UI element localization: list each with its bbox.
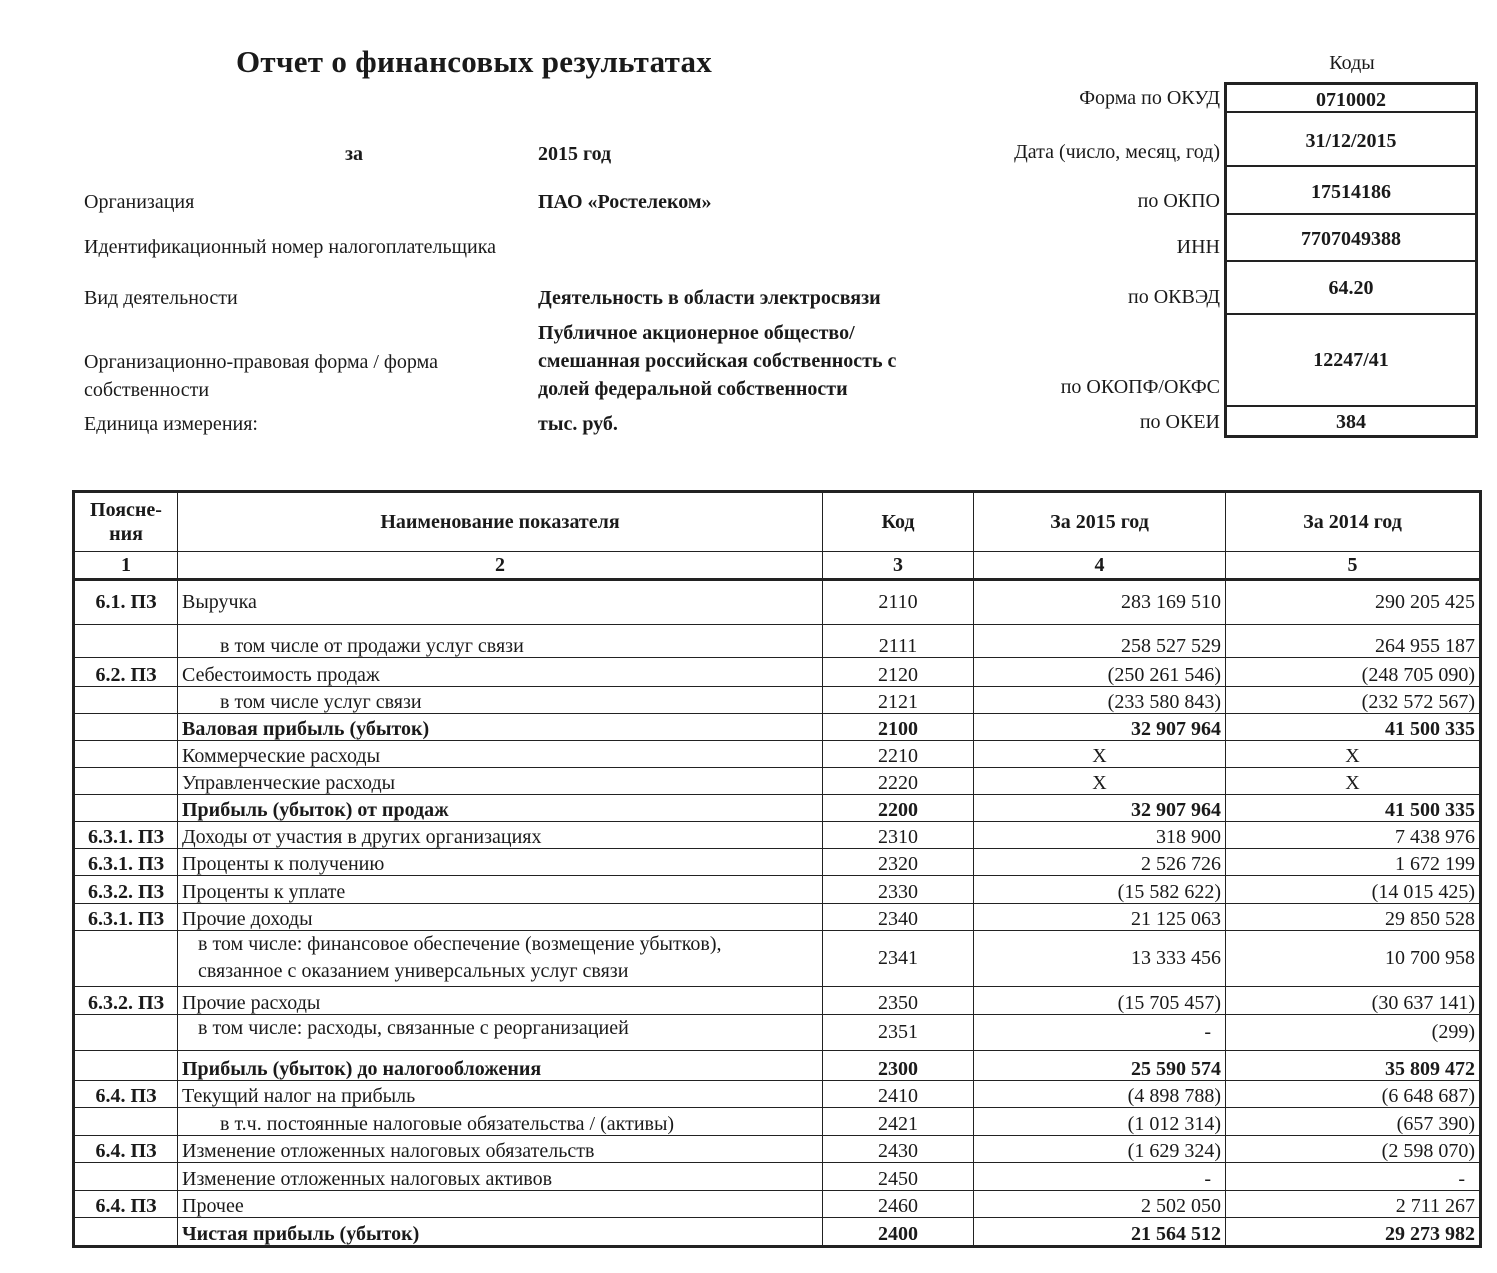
- row-note: [74, 1051, 178, 1081]
- row-note: 6.3.1. ПЗ: [74, 903, 178, 930]
- row-code: 2421: [823, 1108, 974, 1136]
- okei-code: 384: [1336, 411, 1366, 433]
- col-number: 1: [74, 552, 178, 580]
- row-note: [74, 795, 178, 822]
- row-note: [74, 686, 178, 713]
- row-note: [74, 930, 178, 986]
- row-note: 6.3.2. ПЗ: [74, 876, 178, 903]
- row-name: в том числе услуг связи: [178, 686, 823, 713]
- col-number: 2: [178, 552, 823, 580]
- codes-box: [1224, 82, 1478, 438]
- table-row: [74, 1108, 1481, 1136]
- row-name: в том числе от продажи услуг связи: [178, 624, 823, 657]
- row-value-2014: (248 705 090): [1226, 657, 1481, 686]
- row-value-2015: (15 705 457): [974, 986, 1226, 1014]
- row-value-2015: 13 333 456: [974, 930, 1226, 986]
- row-name: в т.ч. постоянные налоговые обязательства / (активы): [178, 1108, 823, 1136]
- row-value-2015: 2 502 050: [974, 1190, 1226, 1217]
- row-value-2014: 290 205 425: [1226, 580, 1481, 624]
- table-row: [74, 768, 1481, 795]
- row-value-2015: (250 261 546): [974, 657, 1226, 686]
- table-row: [74, 876, 1481, 903]
- row-note: [74, 624, 178, 657]
- legal-form-label-line1: Организационно-правовая форма / форма: [84, 351, 438, 373]
- unit-value: тыс. руб.: [538, 413, 618, 435]
- unit-label: Единица измерения:: [84, 413, 258, 435]
- row-value-2014: 41 500 335: [1226, 713, 1481, 740]
- row-code: 2100: [823, 713, 974, 740]
- row-name-line2: связанное с оказанием универсальных услуг связи: [198, 960, 629, 983]
- okved-code: 64.20: [1328, 277, 1374, 299]
- row-value-2014: (2 598 070): [1226, 1136, 1481, 1163]
- row-name: Проценты к уплате: [178, 876, 823, 903]
- row-code: 2121: [823, 686, 974, 713]
- row-note: 6.4. ПЗ: [74, 1190, 178, 1217]
- table-row: [74, 657, 1481, 686]
- row-note: [74, 740, 178, 767]
- table-row: [74, 822, 1481, 849]
- okopf-code: 12247/41: [1313, 349, 1389, 371]
- col-header-2014: За 2014 год: [1226, 492, 1481, 552]
- row-code: 2341: [823, 930, 974, 986]
- table-row: [74, 1051, 1481, 1081]
- row-code: 2110: [823, 580, 974, 624]
- row-note: 6.3.1. ПЗ: [74, 849, 178, 876]
- table-row: [74, 903, 1481, 930]
- row-name-line1: в том числе: финансовое обеспечение (возмещение убытков),: [198, 933, 722, 956]
- row-name: Текущий налог на прибыль: [178, 1081, 823, 1108]
- row-name: Прибыль (убыток) от продаж: [178, 795, 823, 822]
- row-code: 2120: [823, 657, 974, 686]
- row-name: Себестоимость продаж: [178, 657, 823, 686]
- row-name: [178, 930, 823, 986]
- row-code: 2330: [823, 876, 974, 903]
- row-note: 6.2. ПЗ: [74, 657, 178, 686]
- row-value-2014: (6 648 687): [1226, 1081, 1481, 1108]
- row-name: Прибыль (убыток) до налогообложения: [178, 1051, 823, 1081]
- row-value-2014: X: [1226, 768, 1481, 795]
- row-note: 6.3.1. ПЗ: [74, 822, 178, 849]
- row-value-2014: (657 390): [1226, 1108, 1481, 1136]
- row-note: [74, 768, 178, 795]
- row-value-2014: 1 672 199: [1226, 849, 1481, 876]
- row-value-2015: (233 580 843): [974, 686, 1226, 713]
- row-value-2015: 32 907 964: [974, 795, 1226, 822]
- inn-code: 7707049388: [1301, 228, 1401, 250]
- col-header-2015: За 2015 год: [974, 492, 1226, 552]
- col-header-notes: Поясне-ния: [74, 492, 178, 552]
- table-row: [74, 740, 1481, 767]
- row-value-2014: 10 700 958: [1226, 930, 1481, 986]
- row-value-2014: 41 500 335: [1226, 795, 1481, 822]
- period-prefix: за: [345, 143, 364, 165]
- date-label: Дата (число, месяц, год): [1014, 141, 1220, 163]
- col-number: 5: [1226, 552, 1481, 580]
- inn-label: ИНН: [1176, 236, 1220, 258]
- table-row: [74, 986, 1481, 1014]
- legal-form-label-line2: собственности: [84, 379, 210, 401]
- table-row: [74, 930, 1481, 986]
- row-value-2015: X: [974, 768, 1226, 795]
- okud-code: 0710002: [1316, 89, 1386, 111]
- column-numbers-row: [74, 552, 1481, 580]
- row-value-2014: (30 637 141): [1226, 986, 1481, 1014]
- okved-label: по ОКВЭД: [1128, 286, 1220, 308]
- row-value-2015: (1 629 324): [974, 1136, 1226, 1163]
- row-value-2014: (299): [1226, 1014, 1481, 1050]
- row-value-2014: 7 438 976: [1226, 822, 1481, 849]
- okpo-code: 17514186: [1311, 181, 1391, 203]
- organization-value: ПАО «Ростелеком»: [538, 191, 712, 213]
- row-value-2015: (4 898 788): [974, 1081, 1226, 1108]
- col-number: 4: [974, 552, 1226, 580]
- report-title: Отчет о финансовых результатах: [236, 44, 713, 79]
- row-value-2015: 32 907 964: [974, 713, 1226, 740]
- table-header-row: [74, 492, 1481, 552]
- row-code: 2320: [823, 849, 974, 876]
- row-value-2015: 21 125 063: [974, 903, 1226, 930]
- row-code: 2400: [823, 1217, 974, 1246]
- table-row: [74, 1081, 1481, 1108]
- legal-form-value-line2: смешанная российская собственность с: [538, 350, 897, 372]
- table-row: [74, 849, 1481, 876]
- row-code: 2350: [823, 986, 974, 1014]
- row-code: 2111: [823, 624, 974, 657]
- row-name: Прочие доходы: [178, 903, 823, 930]
- row-name: Изменение отложенных налоговых активов: [178, 1163, 823, 1190]
- row-note: [74, 1108, 178, 1136]
- row-note: [74, 1163, 178, 1190]
- table-row: [74, 1014, 1481, 1050]
- okud-label: Форма по ОКУД: [1079, 87, 1220, 109]
- table-row: [74, 624, 1481, 657]
- row-value-2014: (232 572 567): [1226, 686, 1481, 713]
- table-row: [74, 580, 1481, 624]
- row-name: Чистая прибыль (убыток): [178, 1217, 823, 1246]
- row-note: 6.4. ПЗ: [74, 1081, 178, 1108]
- period-value: 2015 год: [538, 143, 612, 165]
- row-value-2015: 318 900: [974, 822, 1226, 849]
- row-name: Проценты к получению: [178, 849, 823, 876]
- table-row: [74, 1163, 1481, 1190]
- row-value-2014: 29 273 982: [1226, 1217, 1481, 1246]
- col-header-name: Наименование показателя: [178, 492, 823, 552]
- organization-label: Организация: [84, 191, 195, 213]
- row-name: Изменение отложенных налоговых обязательств: [178, 1136, 823, 1163]
- row-note: [74, 1014, 178, 1050]
- row-name: в том числе: расходы, связанные с реорганизацией: [178, 1014, 823, 1050]
- row-value-2014: 2 711 267: [1226, 1190, 1481, 1217]
- row-code: 2340: [823, 903, 974, 930]
- row-value-2014: 29 850 528: [1226, 903, 1481, 930]
- row-code: 2450: [823, 1163, 974, 1190]
- row-value-2015: 21 564 512: [974, 1217, 1226, 1246]
- activity-value: Деятельность в области электросвязи: [538, 287, 881, 309]
- row-value-2015: -: [974, 1014, 1226, 1050]
- row-value-2015: 25 590 574: [974, 1051, 1226, 1081]
- row-name: Прочее: [178, 1190, 823, 1217]
- row-name: Управленческие расходы: [178, 768, 823, 795]
- table-row: [74, 795, 1481, 822]
- legal-form-value-line1: Публичное акционерное общество/: [538, 322, 855, 344]
- okpo-label: по ОКПО: [1137, 190, 1220, 212]
- row-value-2015: (15 582 622): [974, 876, 1226, 903]
- row-code: 2430: [823, 1136, 974, 1163]
- row-note: 6.4. ПЗ: [74, 1136, 178, 1163]
- row-value-2015: (1 012 314): [974, 1108, 1226, 1136]
- row-note: 6.3.2. ПЗ: [74, 986, 178, 1014]
- okei-label: по ОКЕИ: [1139, 411, 1220, 433]
- okopf-label: по ОКОПФ/ОКФС: [1060, 376, 1220, 398]
- row-name: Прочие расходы: [178, 986, 823, 1014]
- row-value-2014: 35 809 472: [1226, 1051, 1481, 1081]
- activity-label: Вид деятельности: [84, 287, 238, 309]
- row-value-2015: 283 169 510: [974, 580, 1226, 624]
- table-row: [74, 1190, 1481, 1217]
- row-value-2015: X: [974, 740, 1226, 767]
- row-value-2015: 2 526 726: [974, 849, 1226, 876]
- row-name: Коммерческие расходы: [178, 740, 823, 767]
- date-code: 31/12/2015: [1305, 130, 1397, 152]
- row-code: 2220: [823, 768, 974, 795]
- row-value-2014: -: [1226, 1163, 1481, 1190]
- row-name: Выручка: [178, 580, 823, 624]
- table-row: [74, 1217, 1481, 1246]
- row-value-2015: -: [974, 1163, 1226, 1190]
- financial-results-table: [72, 490, 1479, 1248]
- row-name: Доходы от участия в других организациях: [178, 822, 823, 849]
- table-row: [74, 1136, 1481, 1163]
- row-value-2015: 258 527 529: [974, 624, 1226, 657]
- row-note: 6.1. ПЗ: [74, 580, 178, 624]
- row-note: [74, 1217, 178, 1246]
- col-number: 3: [823, 552, 974, 580]
- row-code: 2460: [823, 1190, 974, 1217]
- col-header-code: Код: [823, 492, 974, 552]
- row-code: 2310: [823, 822, 974, 849]
- codes-heading: Коды: [1329, 52, 1375, 74]
- table-row: [74, 713, 1481, 740]
- row-code: 2410: [823, 1081, 974, 1108]
- row-name: Валовая прибыль (убыток): [178, 713, 823, 740]
- row-value-2014: (14 015 425): [1226, 876, 1481, 903]
- table-row: [74, 686, 1481, 713]
- row-code: 2210: [823, 740, 974, 767]
- row-value-2014: 264 955 187: [1226, 624, 1481, 657]
- taxpayer-id-label: Идентификационный номер налогоплательщика: [84, 236, 497, 258]
- row-code: 2351: [823, 1014, 974, 1050]
- row-value-2014: X: [1226, 740, 1481, 767]
- row-code: 2200: [823, 795, 974, 822]
- row-code: 2300: [823, 1051, 974, 1081]
- row-note: [74, 713, 178, 740]
- legal-form-value-line3: долей федеральной собственности: [538, 378, 848, 400]
